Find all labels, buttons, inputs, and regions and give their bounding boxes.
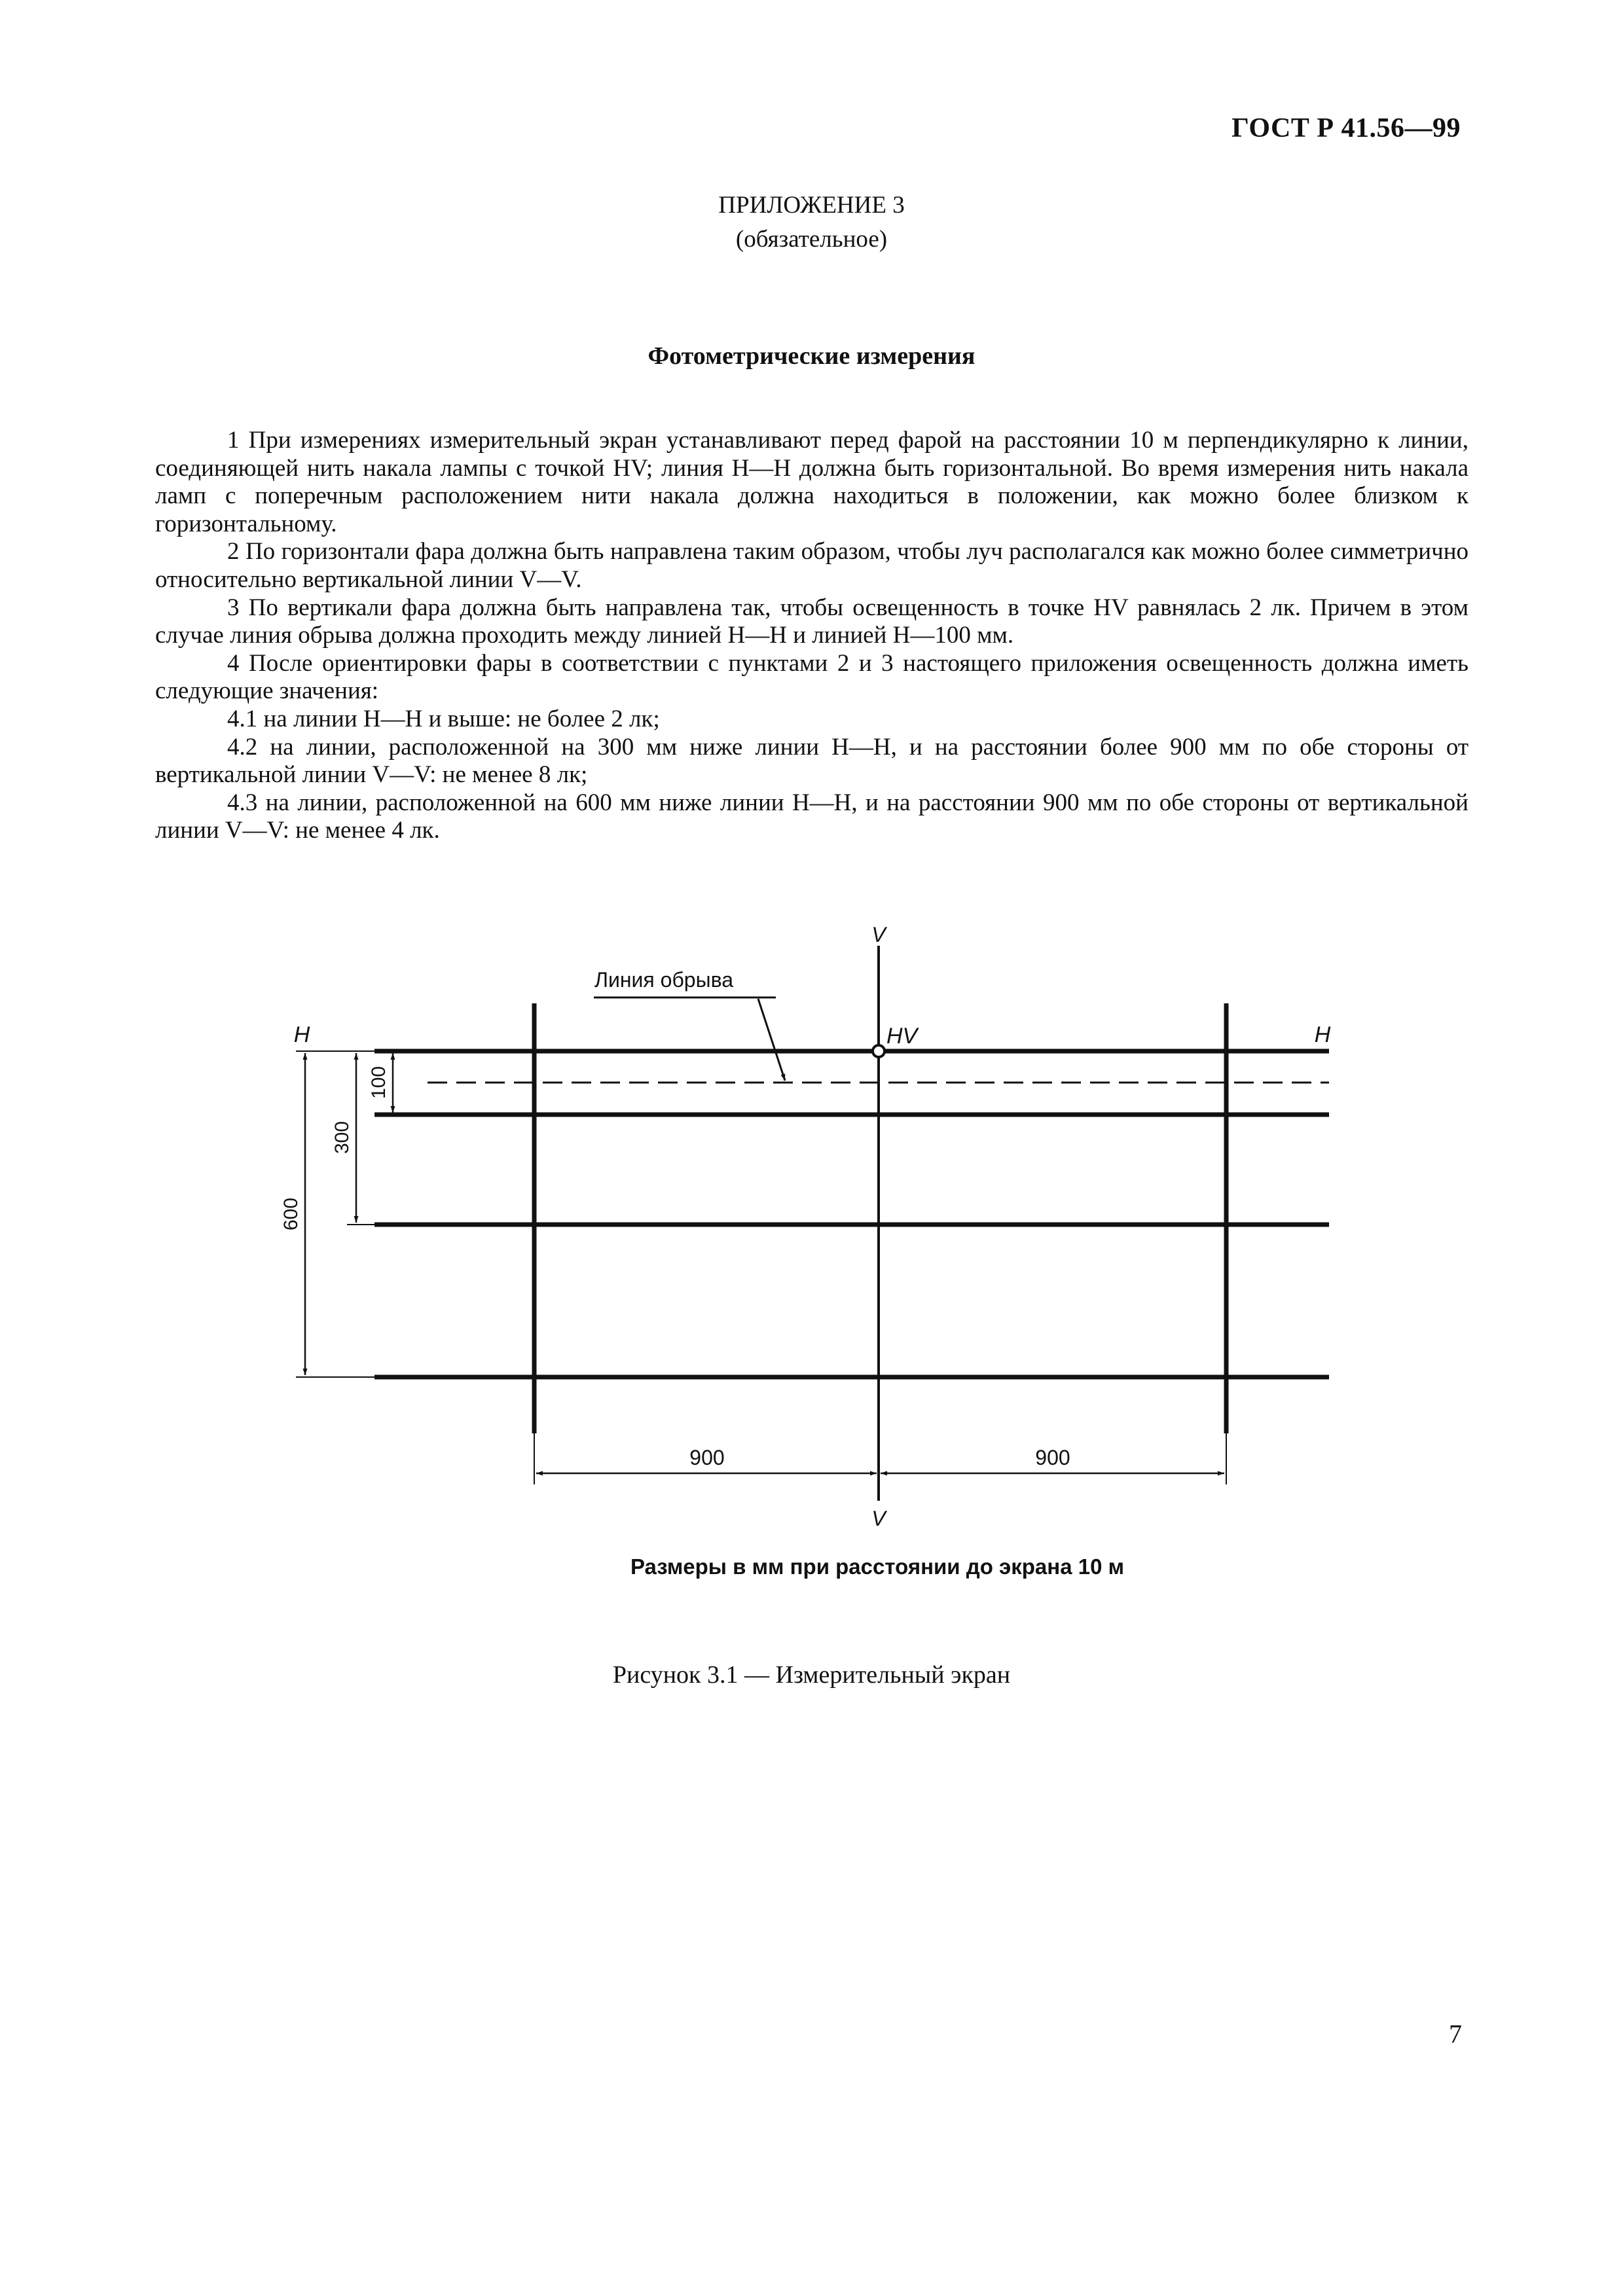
figure-caption: Рисунок 3.1 — Измерительный экран — [612, 1661, 1011, 1689]
appendix-title: ПРИЛОЖЕНИЕ 3 — [718, 192, 905, 219]
paragraph-2: 2 По горизонтали фара должна быть направлена таким образом, чтобы луч располагался как можно более симметрично относительно вертикальной линии V—V. — [155, 538, 1468, 593]
hv-point — [873, 1045, 884, 1057]
label-hv: HV — [886, 1024, 918, 1049]
paragraph-4-1: 4.1 на линии H—H и выше: не более 2 лк; — [227, 705, 660, 732]
page-number: 7 — [1449, 2019, 1462, 2049]
dimensions-note: Размеры в мм при расстоянии до экрана 10 м — [630, 1554, 1125, 1579]
document-code: ГОСТ Р 41.56—99 — [1231, 113, 1461, 143]
label-dim-300: 300 — [331, 1121, 353, 1155]
label-dim-600: 600 — [280, 1197, 302, 1231]
section-title: Фотометрические измерения — [647, 342, 976, 370]
label-dim-900-right: 900 — [1035, 1446, 1070, 1469]
label-cutoff: Линия обрыва — [594, 968, 733, 992]
paragraph-1: 1 При измерениях измерительный экран устанавливают перед фарой на расстоянии 10 м перпендикулярно к линии, соединяющей нить накала лампы с точкой HV; линия H—H должна быть горизонтальной. Во время измерения нить накала ламп с поперечным расположением нити накала должна находиться в положении, как можно более близком к горизонтальному. — [155, 427, 1468, 537]
paragraph-3: 3 По вертикали фара должна быть направлена так, чтобы освещенность в точке HV равнялась 2 лк. Причем в этом случае линия обрыва должна проходить между линией H—H и линией H—100 мм. — [155, 594, 1468, 649]
label-dim-900-left: 900 — [689, 1446, 725, 1469]
label-h-left: H — [293, 1022, 310, 1047]
cutoff-leader-arrow — [758, 999, 785, 1081]
appendix-status: (обязательное) — [735, 226, 888, 253]
label-v-top: V — [871, 923, 886, 946]
paragraph-4-2: 4.2 на линии, расположенной на 300 мм ниже линии H—H, и на расстоянии более 900 мм по обе стороны от вертикальной линии V—V: не менее 8 лк; — [155, 733, 1468, 789]
label-dim-100: 100 — [368, 1066, 390, 1100]
paragraph-4: 4 После ориентировки фары в соответствии с пунктами 2 и 3 настоящего приложения освещенность должна иметь следующие значения: — [155, 649, 1468, 705]
label-v-bottom: V — [871, 1507, 886, 1530]
label-h-right: H — [1314, 1022, 1331, 1047]
paragraph-4-3: 4.3 на линии, расположенной на 600 мм ниже линии H—H, и на расстоянии 900 мм по обе стороны от вертикальной линии V—V: не менее 4 лк. — [155, 789, 1468, 844]
